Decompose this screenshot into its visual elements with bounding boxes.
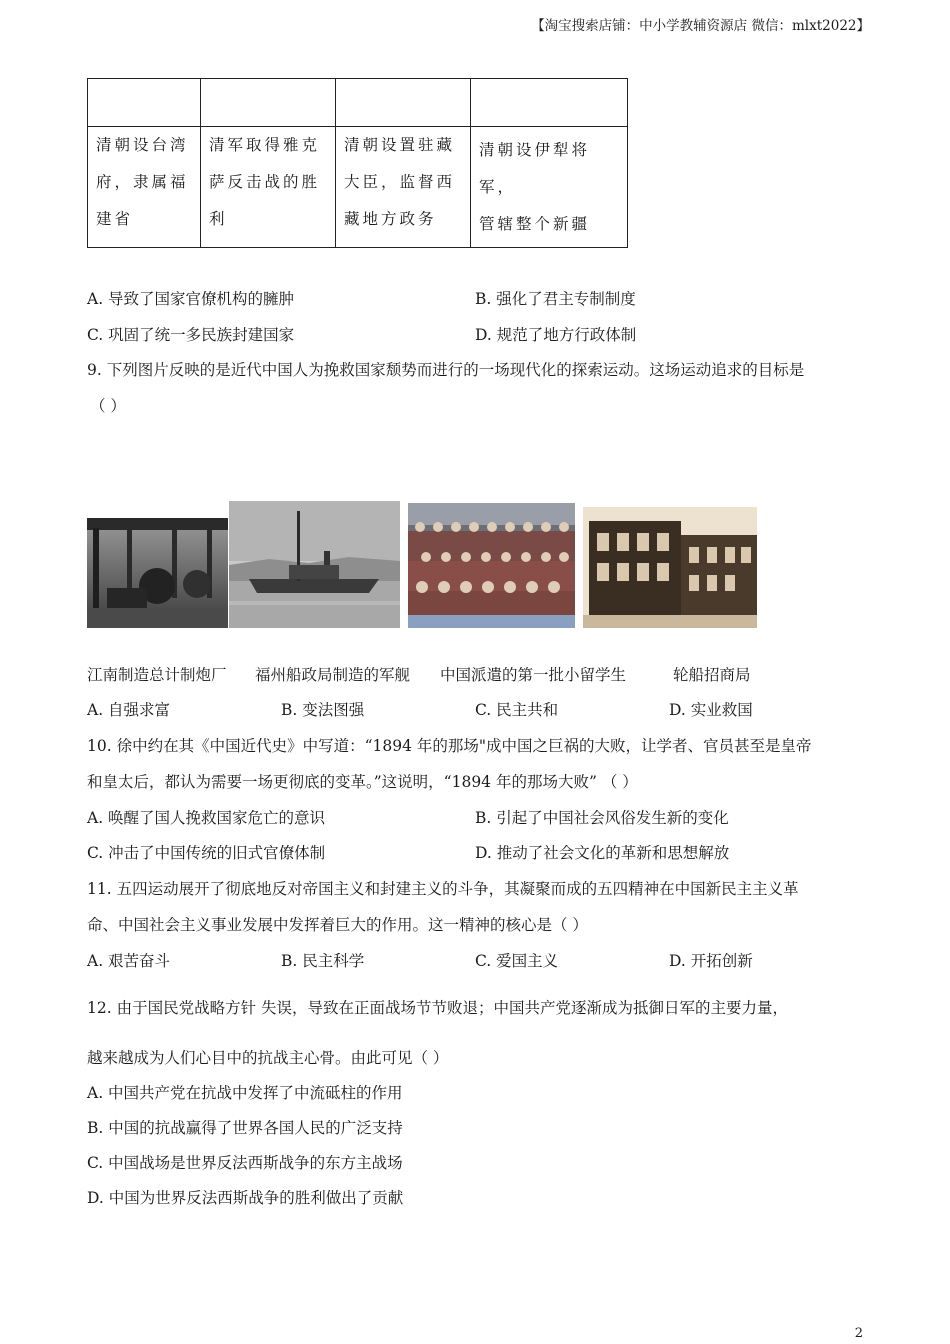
- q8-table: [87, 78, 628, 248]
- caption-jiangnan: 江南制造总计制炮厂: [87, 666, 227, 684]
- q10-stem-line1: 10. 徐中约在其《中国近代史》中写道：“1894 年的那场"成中国之巨祸的大败，让学者、官员甚至是皇帝: [87, 737, 812, 755]
- q9-option-b[interactable]: B. 变法图强: [281, 701, 365, 719]
- q10-stem-line2: 和皇太后，都认为需要一场更彻底的变革。”这说明，“1894 年的那场大败” （ ）: [87, 773, 638, 791]
- caption-students: 中国派遣的第一批小留学生: [440, 666, 627, 684]
- q12-option-b[interactable]: B. 中国的抗战赢得了世界各国人民的广泛支持: [87, 1119, 403, 1137]
- q9-option-c[interactable]: C. 民主共和: [475, 701, 559, 719]
- table-cell-yakesa: 清军取得雅克 萨反击战的胜 利: [201, 127, 336, 248]
- q9-answer-blank: （ ）: [90, 397, 126, 415]
- q12-stem-line2: 越来越成为人们心目中的抗战主心骨。由此可见（ ）: [87, 1049, 449, 1067]
- q8-option-d[interactable]: D. 规范了地方行政体制: [475, 326, 637, 344]
- caption-fuzhou: 福州船政局制造的军舰: [255, 666, 411, 684]
- table-cell-taiwan: 清朝设台湾 府，隶属福 建省: [88, 127, 201, 248]
- q11-stem-line1: 11. 五四运动展开了彻底地反对帝国主义和封建主义的斗争，其凝聚而成的五四精神在中国新民主主义革: [87, 880, 799, 898]
- caption-merchants: 轮船招商局: [673, 666, 751, 684]
- q9-option-a[interactable]: A. 自强求富: [87, 701, 171, 719]
- q9-stem: 9. 下列图片反映的是近代中国人为挽救国家颓势而进行的一场现代化的探索运动。这场运动追求的目标是: [87, 361, 805, 379]
- q11-option-d[interactable]: D. 开拓创新: [669, 952, 753, 970]
- q12-stem-line1: 12. 由于国民党战略方针 失误，导致在正面战场节节败退；中国共产党逐渐成为抵御日军的主要力量，: [87, 999, 789, 1017]
- q8-option-a[interactable]: A. 导致了国家官僚机构的臃肿: [87, 290, 295, 308]
- table-cell: [201, 79, 336, 127]
- table-row: [88, 127, 628, 248]
- q10-option-c[interactable]: C. 冲击了中国传统的旧式官僚体制: [87, 844, 326, 862]
- photo-jiangnan-arsenal: [87, 518, 228, 628]
- q10-option-a[interactable]: A. 唤醒了国人挽救国家危亡的意识: [87, 809, 326, 827]
- page-number: 2: [854, 1326, 863, 1341]
- q10-option-d[interactable]: D. 推动了社会文化的革新和思想解放: [475, 844, 730, 862]
- q11-option-b[interactable]: B. 民主科学: [281, 952, 365, 970]
- q11-option-a[interactable]: A. 艰苦奋斗: [87, 952, 171, 970]
- q10-option-b[interactable]: B. 引起了中国社会风俗发生新的变化: [475, 809, 729, 827]
- photo-fuzhou-warship: [229, 501, 400, 628]
- q8-option-c[interactable]: C. 巩固了统一多民族封建国家: [87, 326, 295, 344]
- page-header: 【淘宝搜索店铺：中小学教辅资源店 微信：mlxt2022】: [531, 18, 870, 34]
- table-cell-tibet: 清朝设置驻藏 大臣，监督西 藏地方政务: [336, 127, 471, 248]
- table-cell: [336, 79, 471, 127]
- q12-option-a[interactable]: A. 中国共产党在抗战中发挥了中流砥柱的作用: [87, 1084, 403, 1102]
- q12-option-d[interactable]: D. 中国为世界反法西斯战争的胜利做出了贡献: [87, 1189, 404, 1207]
- q12-option-c[interactable]: C. 中国战场是世界反法西斯战争的东方主战场: [87, 1154, 403, 1172]
- table-cell: [471, 79, 628, 127]
- photo-child-students: [408, 503, 575, 628]
- table-header-row: [88, 79, 628, 127]
- q9-option-d[interactable]: D. 实业救国: [669, 701, 753, 719]
- photo-china-merchants-building: [583, 507, 757, 628]
- q11-option-c[interactable]: C. 爱国主义: [475, 952, 559, 970]
- q11-stem-line2: 命、中国社会主义事业发展中发挥着巨大的作用。这一精神的核心是（ ）: [87, 916, 588, 934]
- table-cell: [88, 79, 201, 127]
- table-cell-xinjiang: 清朝设伊犁将军， 管辖整个新疆: [471, 127, 628, 248]
- q8-option-b[interactable]: B. 强化了君主专制制度: [475, 290, 636, 308]
